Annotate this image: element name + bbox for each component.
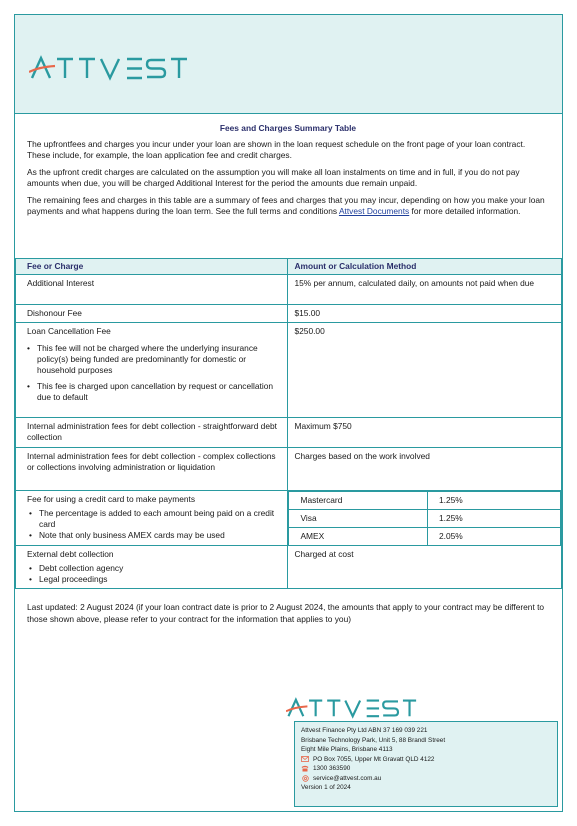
table-row <box>16 448 562 491</box>
intro-paragraph-3-text: The remaining fees and charges in this table are a summary of fees and charges that you may incur, depending on how you make your loan payments and what happens during the loan term. See the full terms and conditions <box>27 194 545 216</box>
page-title: Fees and Charges Summary Table <box>219 123 357 133</box>
amount-cell: Maximum $750 <box>288 418 562 448</box>
list-item: • The percentage is added to each amount being paid on a credit card <box>29 508 281 530</box>
intro-paragraph-3-tail: for more detailed information. <box>409 206 521 216</box>
table-row <box>16 491 562 546</box>
document-page <box>14 14 563 812</box>
bullet-list <box>27 343 281 403</box>
card-rate: 1.25% <box>428 492 561 510</box>
envelope-icon <box>301 756 309 763</box>
intro-paragraph-1: The upfrontfees and charges you incur under your loan are shown in the loan request schedule on the front page of your loan contract. These include, for example, the loan application fee and credit charges. <box>27 138 526 160</box>
table-row <box>16 418 562 448</box>
card-rates-cell <box>288 491 562 546</box>
card-rate: 2.05% <box>428 528 561 546</box>
footer-version: Version 1 of 2024 <box>301 784 351 791</box>
amount-cell: 15% per annum, calculated daily, on amounts not paid when due <box>288 275 562 305</box>
fee-cell: Additional Interest <box>16 275 288 305</box>
footer-po-box <box>301 755 551 765</box>
fee-label: External debt collection <box>27 549 114 559</box>
list-item: • This fee is charged upon cancellation by request or cancellation due to default <box>27 381 281 403</box>
fee-cell: Dishonour Fee <box>16 305 288 323</box>
bullet-list <box>27 508 281 541</box>
card-rate-row <box>289 510 561 528</box>
fee-cell: Internal administration fees for debt collection - straightforward debt collection <box>16 418 288 448</box>
amount-cell: Charges based on the work involved <box>288 448 562 491</box>
card-name: AMEX <box>289 528 428 546</box>
phone-icon <box>301 765 309 772</box>
amount-cell: $15.00 <box>288 305 562 323</box>
bullet-list <box>27 563 281 585</box>
footer-address-line-2: Eight Mile Plains, Brisbane 4113 <box>301 746 393 753</box>
card-rate: 1.25% <box>428 510 561 528</box>
intro-section <box>27 123 549 223</box>
fee-label: Loan Cancellation Fee <box>27 326 111 336</box>
fee-cell: Internal administration fees for debt collection - complex collections or collections involving administration or liquidation <box>16 448 288 491</box>
footer-phone <box>301 764 551 774</box>
table-row <box>16 323 562 418</box>
header-band <box>15 15 562 114</box>
amount-cell: $250.00 <box>288 323 562 418</box>
attvest-documents-link[interactable]: Attvest Documents <box>338 206 410 216</box>
intro-paragraph-2: As the upfront credit charges are calculated on the assumption you will make all loan instalments on time and in full, if you do not pay amounts when due, you will be charged Additional Interest for the period the amounts due remain unpaid. <box>27 166 520 188</box>
fee-column-header: Fee or Charge <box>16 259 288 275</box>
list-item: • This fee will not be charged where the underlying insurance policy(s) being funded are predominantly for domestic or household purposes <box>27 343 281 376</box>
fee-cell <box>16 491 288 546</box>
amount-cell: Charged at cost <box>288 546 562 589</box>
card-rate-row <box>289 492 561 510</box>
card-rate-row <box>289 528 561 546</box>
fee-cell <box>16 323 288 418</box>
email-icon <box>301 775 309 782</box>
fee-cell <box>16 546 288 589</box>
fee-label: Fee for using a credit card to make payments <box>27 494 196 504</box>
email-text[interactable]: service@attvest.com.au <box>313 774 382 782</box>
po-box-text: PO Box 7055, Upper Mt Gravatt QLD 4122 <box>313 755 435 763</box>
card-rates-table <box>288 491 561 545</box>
table-row <box>16 546 562 589</box>
footer-company: Attvest Finance Pty Ltd ABN 37 169 039 221 <box>301 727 428 734</box>
last-updated-note: Last updated: 2 August 2024 (if your loan contract date is prior to 2 August 2024, the amounts that apply to your contract may be different to those shown above, please refer to your contract for the information that applies to you) <box>27 602 545 624</box>
phone-text: 1300 363590 <box>313 765 351 772</box>
attvest-footer-logo <box>286 691 426 725</box>
table-row <box>16 305 562 323</box>
intro-paragraph-3 <box>27 195 549 218</box>
amount-column-header: Amount or Calculation Method <box>288 259 562 275</box>
table-row <box>16 275 562 305</box>
list-item: • Note that only business AMEX cards may be used <box>29 530 281 541</box>
table-header-row <box>16 259 562 275</box>
fees-table <box>15 258 562 589</box>
attvest-logo <box>29 48 199 88</box>
footer-address-line-1: Brisbane Technology Park, Unit 5, 88 Brandl Street <box>301 736 446 744</box>
card-name: Visa <box>289 510 428 528</box>
card-name: Mastercard <box>289 492 428 510</box>
footer-email <box>301 774 551 784</box>
footer-contact-box <box>294 721 558 807</box>
list-item: • Debt collection agency <box>29 563 281 574</box>
list-item: • Legal proceedings <box>29 574 281 585</box>
